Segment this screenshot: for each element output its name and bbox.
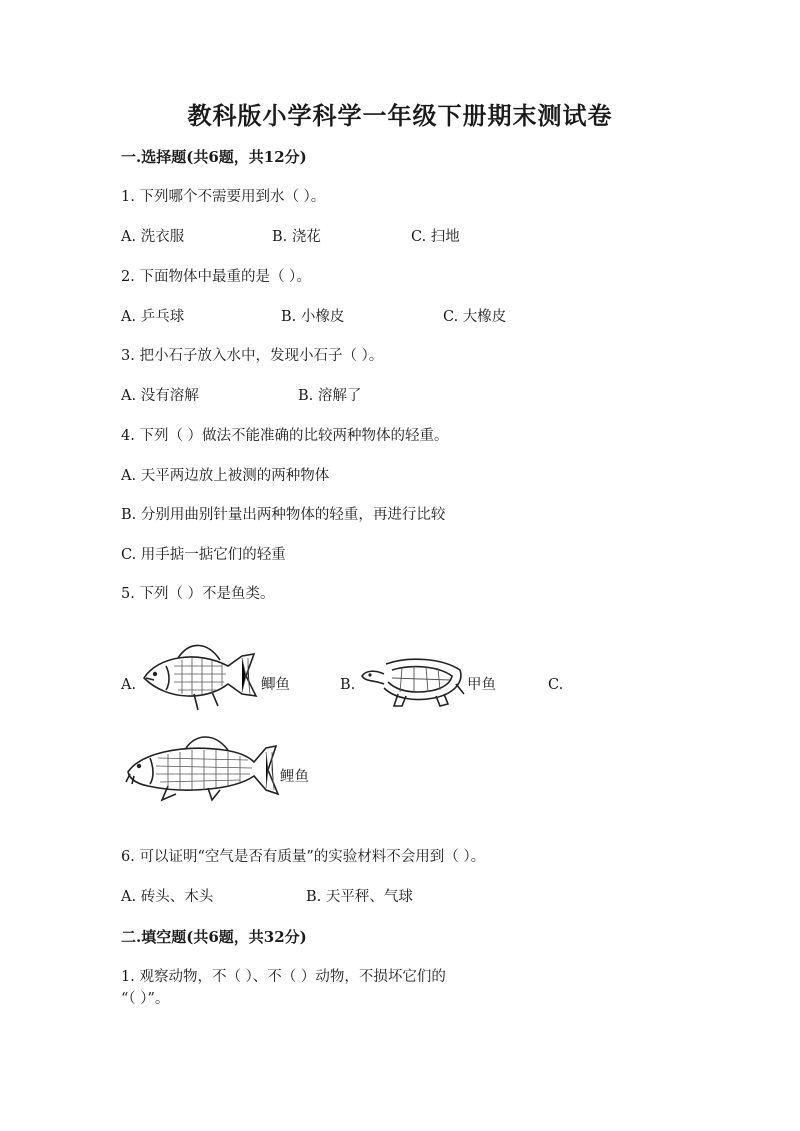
q3-option-a: A. 没有溶解 — [121, 388, 199, 404]
q2-stem: 2. 下面物体中最重的是（ ）。 — [121, 269, 311, 285]
crucian-carp-icon — [138, 636, 262, 714]
q4-option-a: A. 天平两边放上被测的两种物体 — [121, 468, 330, 484]
q5-option-b-label: 甲鱼 — [467, 677, 496, 693]
q6-option-b: B. 天平秤、气球 — [306, 889, 413, 905]
q1-option-a: A. 洗衣服 — [121, 229, 185, 245]
q2-option-c: C. 大橡皮 — [443, 309, 507, 325]
carp-icon — [124, 732, 280, 804]
q6-stem: 6. 可以证明“空气是否有质量”的实验材料不会用到（ ）。 — [121, 849, 486, 865]
q3-stem: 3. 把小石子放入水中，发现小石子（ ）。 — [121, 348, 384, 364]
s2-q1-line1: 1. 观察动物，不（ ）、不（ ）动物，不损坏它们的 — [121, 969, 446, 985]
q1-option-c: C. 扫地 — [411, 229, 460, 245]
q6-option-a: A. 砖头、木头 — [121, 889, 214, 905]
q5-option-c-label: 鲤鱼 — [280, 769, 309, 785]
q3-option-b: B. 溶解了 — [298, 388, 362, 404]
q5-option-c: C. — [548, 677, 564, 693]
q5-stem: 5. 下列（ ）不是鱼类。 — [121, 586, 275, 602]
q4-stem: 4. 下列（ ）做法不能准确的比较两种物体的轻重。 — [121, 428, 449, 444]
q1-option-b: B. 浇花 — [272, 229, 321, 245]
q4-option-b: B. 分别用曲别针量出两种物体的轻重，再进行比较 — [121, 507, 446, 523]
q2-option-a: A. 乒乓球 — [121, 309, 185, 325]
q1-stem: 1. 下列哪个不需要用到水（ ）。 — [121, 189, 326, 205]
q5-option-a: A. — [121, 677, 137, 693]
section2-heading: 二.填空题(共6题，共32分) — [121, 928, 307, 946]
q2-option-b: B. 小橡皮 — [281, 309, 345, 325]
q5-option-a-label: 鲫鱼 — [261, 677, 290, 693]
soft-shell-turtle-icon — [358, 654, 466, 708]
q4-option-c: C. 用手掂一掂它们的轻重 — [121, 547, 286, 563]
page-title: 教科版小学科学一年级下册期末测试卷 — [187, 101, 613, 130]
q5-option-b: B. — [340, 677, 356, 693]
section1-heading: 一.选择题(共6题，共12分) — [121, 148, 307, 166]
s2-q1-line2: “（ ）”。 — [121, 991, 170, 1007]
